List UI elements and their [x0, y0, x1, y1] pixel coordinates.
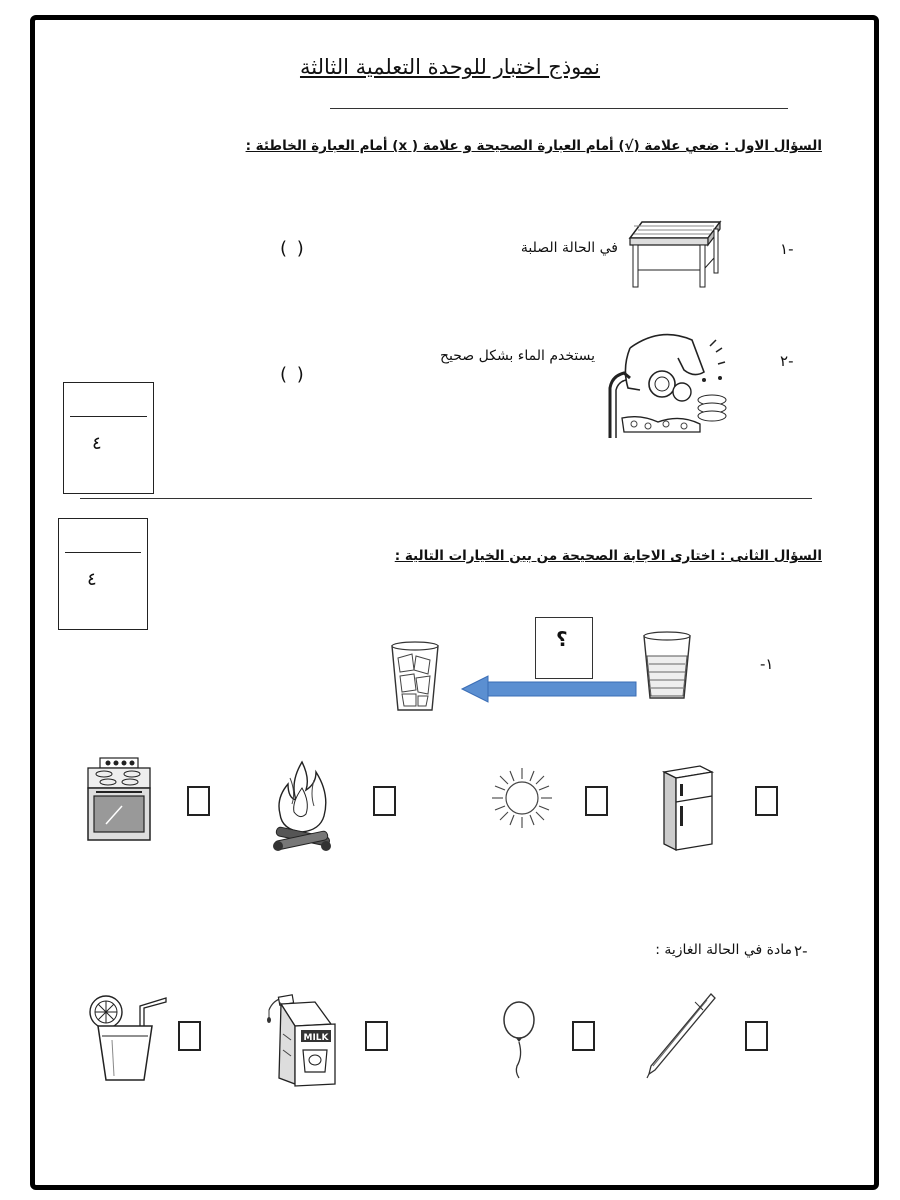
title-divider — [330, 108, 788, 109]
balloon-icon — [497, 1000, 541, 1080]
refrigerator-icon — [660, 762, 716, 852]
sun-icon — [490, 766, 554, 830]
juice-glass-icon — [84, 990, 170, 1084]
q2-item2-number: ٢- — [794, 942, 808, 960]
option-checkbox-milk-carton[interactable] — [365, 1021, 388, 1051]
pen-icon — [645, 992, 715, 1078]
option-checkbox-stove[interactable] — [187, 786, 210, 816]
option-checkbox-balloon[interactable] — [572, 1021, 595, 1051]
milk-carton-icon — [265, 994, 347, 1090]
score-fraction-line — [65, 552, 141, 553]
stove-icon — [86, 756, 152, 844]
q1-item1-number: ١- — [780, 240, 794, 258]
glass-of-water-icon — [640, 630, 694, 702]
question1-score: ٤ — [92, 433, 102, 454]
question1-heading: السؤال الاول : ضعي علامة (√) أمام العبارة الصحيحة و علامة ( x) أمام العبارة الخاطئة : — [245, 138, 822, 154]
q1-item2-number: ٢- — [780, 352, 794, 370]
q1-item1-answer[interactable]: ( ) — [280, 238, 306, 259]
option-checkbox-juice-glass[interactable] — [178, 1021, 201, 1051]
option-checkbox-refrigerator[interactable] — [755, 786, 778, 816]
q1-item2-answer[interactable]: ( ) — [280, 364, 306, 385]
arrow-icon — [462, 676, 638, 702]
option-checkbox-campfire[interactable] — [373, 786, 396, 816]
campfire-icon — [270, 758, 334, 856]
q1-item2-text: يستخدم الماء بشكل صحيح — [439, 348, 595, 364]
score-fraction-line — [70, 416, 147, 417]
question2-score: ٤ — [87, 569, 97, 590]
unknown-answer-box — [535, 617, 593, 679]
section-divider — [80, 498, 812, 499]
question-mark: ؟ — [556, 627, 568, 651]
table-icon — [628, 218, 724, 290]
q2-item2-text: مادة في الحالة الغازية : — [655, 942, 792, 958]
glass-of-ice-icon — [388, 640, 442, 714]
page-title: نموذج اختبار للوحدة التعلمية الثالثة — [299, 55, 601, 79]
option-checkbox-pen[interactable] — [745, 1021, 768, 1051]
q2-item1-number: -١ — [760, 655, 774, 673]
question2-heading: السؤال الثانى : اختارى الاجابة الصحيحة من بين الخيارات التالية : — [394, 548, 822, 564]
option-checkbox-sun[interactable] — [585, 786, 608, 816]
q1-item1-text: في الحالة الصلبة — [520, 240, 618, 256]
question2-score-box — [58, 518, 148, 630]
question1-score-box — [63, 382, 154, 494]
milk-label: MILK — [303, 1033, 329, 1043]
washing-dishes-icon — [600, 318, 730, 440]
